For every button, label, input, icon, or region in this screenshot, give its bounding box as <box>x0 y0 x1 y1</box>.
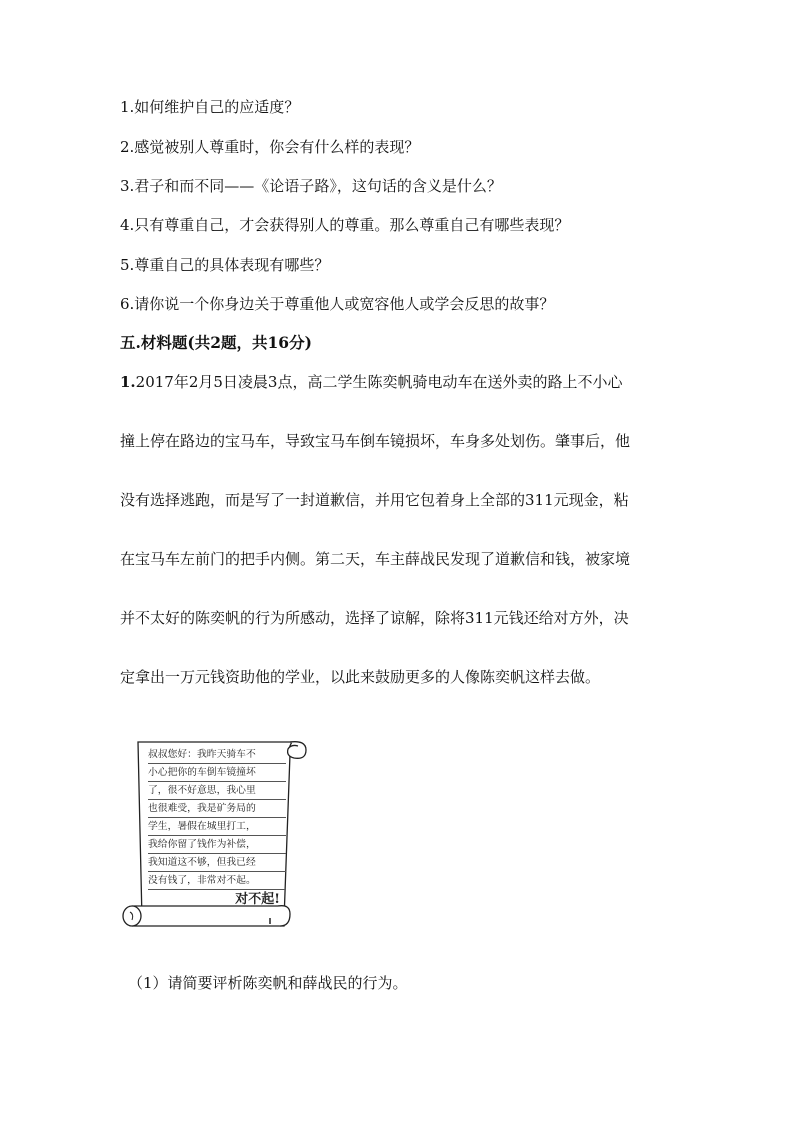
letter-line: 了，很不好意思，我心里 <box>148 782 286 800</box>
letter-line: 我知道这不够，但我已经 <box>148 854 286 872</box>
question-3: 3.君子和而不同——《论语子路》，这句话的含义是什么？ <box>120 177 502 195</box>
letter-signature: 对不起! <box>235 892 280 907</box>
letter-line: 没有钱了，非常对不起。 <box>148 872 286 890</box>
question-1: 1.如何维护自己的应适度？ <box>120 98 300 116</box>
material-line: 在宝马车左前门的把手内侧。第二天，车主薛战民发现了道歉信和钱，被家境 <box>120 550 631 568</box>
question-6: 6.请你说一个你身边关于尊重他人或宽容他人或学会反思的故事？ <box>120 295 555 313</box>
letter-line: 我给你留了钱作为补偿， <box>148 836 286 854</box>
material-line: 没有选择逃跑，而是写了一封道歉信，并用它包着身上全部的311元现金，粘 <box>120 491 629 509</box>
material-line: 定拿出一万元钱资助他的学业，以此来鼓励更多的人像陈奕帆这样去做。 <box>120 668 601 686</box>
material-passage <box>120 372 680 726</box>
letter-line: 学生，暑假在城里打工， <box>148 818 286 836</box>
material-line: 撞上停在路边的宝马车，导致宝马车倒车镜损坏，车身多处划伤。肇事后，他 <box>120 432 631 450</box>
material-number: 1. <box>120 373 136 391</box>
apology-letter-text <box>148 746 286 908</box>
letter-line: 叔叔您好：我昨天骑车不 <box>148 746 286 764</box>
letter-line: 小心把你的车倒车镜撞坏 <box>148 764 286 782</box>
question-2: 2.感觉被别人尊重时，你会有什么样的表现？ <box>120 138 420 156</box>
letter-line: 也很难受，我是矿务局的 <box>148 800 286 818</box>
material-line: 1.2017年2月5日凌晨3点，高二学生陈奕帆骑电动车在送外卖的路上不小心 <box>120 373 623 391</box>
apology-letter-scroll <box>120 736 310 932</box>
material-line: 并不太好的陈奕帆的行为所感动，选择了谅解，除将311元钱还给对方外，决 <box>120 609 629 627</box>
sub-question-1: （1）请简要评析陈奕帆和薛战民的行为。 <box>128 974 408 992</box>
section-title: 五.材料题(共2题，共16分) <box>120 333 312 352</box>
question-5: 5.尊重自己的具体表现有哪些？ <box>120 256 330 274</box>
question-4: 4.只有尊重自己，才会获得别人的尊重。那么尊重自己有哪些表现？ <box>120 216 570 234</box>
